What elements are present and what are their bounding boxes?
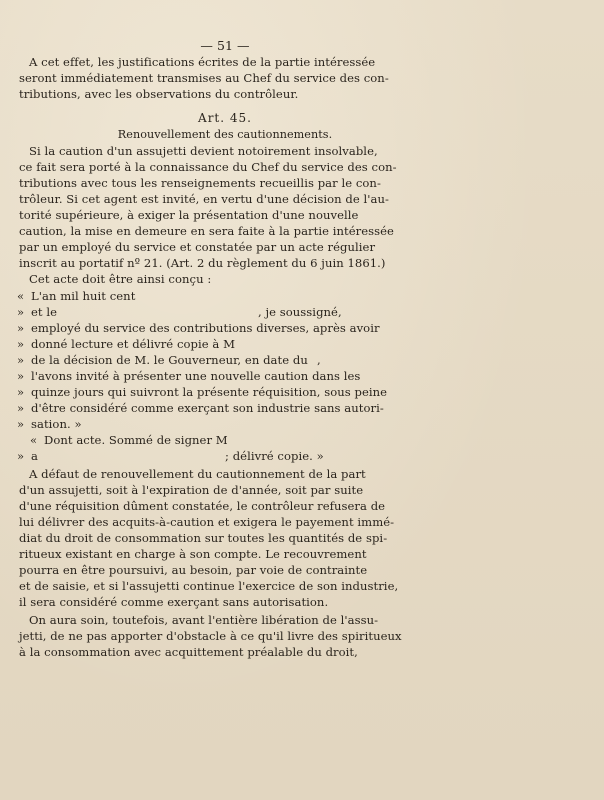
form-line — [17, 288, 135, 304]
form-line — [17, 384, 387, 400]
paragraph-line: Si la caution d'un assujetti devient notoirement insolvable, — [29, 144, 378, 158]
paragraph-line: il sera considéré comme exerçant sans autorisation. — [19, 595, 329, 609]
form-line-tail: , — [317, 353, 321, 367]
paragraph-line: tributions avec tous les renseignements recueillis par le con- — [19, 176, 381, 190]
paragraph-line: par un employé du service et constatée par un acte régulier — [19, 240, 376, 254]
quote-mark: » — [17, 305, 25, 319]
paragraph-line: d'une réquisition dûment constatée, le contrôleur refusera de — [19, 499, 386, 513]
form-line-text: donné lecture et délivré copie à M — [31, 337, 236, 351]
paragraph-line: ce fait sera porté à la connaissance du Chef du service des con- — [19, 160, 397, 174]
intro-line: A cet effet, les justifications écrites de la partie intéressée — [29, 55, 376, 69]
form-line-tail: ; délivré copie. » — [225, 449, 324, 463]
paragraph-line: inscrit au portatif nº 21. (Art. 2 du règlement du 6 juin 1861.) — [19, 256, 386, 270]
paragraph-line: On aura soin, toutefois, avant l'entière libération de l'assu- — [29, 613, 379, 627]
form-intro: Cet acte doit être ainsi conçu : — [29, 272, 212, 286]
paragraph-line: ritueux existant en charge à son compte. Le recouvrement — [19, 547, 367, 561]
form-line — [17, 400, 384, 416]
paragraph-line: et de saisie, et si l'assujetti continue l'exercice de son industrie, — [19, 579, 399, 593]
page-number: — 51 — — [200, 38, 250, 53]
form-line — [17, 336, 235, 352]
form-line-text: employé du service des contributions diverses, après avoir — [31, 321, 380, 335]
quote-mark: » — [17, 417, 25, 431]
intro-line: tributions, avec les observations du contrôleur. — [19, 87, 299, 101]
quote-mark: » — [17, 385, 25, 399]
form-line — [17, 352, 308, 368]
form-line-text: d'être considéré comme exerçant son industrie sans autori- — [31, 401, 384, 415]
form-line — [30, 432, 228, 448]
article-subtitle: Renouvellement des cautionnements. — [117, 128, 333, 141]
quote-mark: « — [17, 289, 25, 303]
form-line-text: sation. » — [31, 417, 82, 431]
paragraph-line: diat du droit de consommation sur toutes les quantités de spi- — [19, 531, 388, 545]
quote-mark: » — [17, 337, 25, 351]
quote-mark: » — [17, 449, 25, 463]
form-line-text: et le — [31, 305, 58, 319]
paragraph-line: trôleur. Si cet agent est invité, en vertu d'une décision de l'au- — [19, 192, 389, 206]
quote-mark: » — [17, 321, 25, 335]
form-line-text: quinze jours qui suivront la présente réquisition, sous peine — [31, 385, 388, 399]
paragraph-line: A défaut de renouvellement du cautionnement de la part — [29, 467, 366, 481]
form-line — [17, 320, 380, 336]
form-line-text: L'an mil huit cent — [31, 289, 136, 303]
quote-mark: » — [17, 369, 25, 383]
paragraph-line: d'un assujetti, soit à l'expiration de d'année, soit par suite — [19, 483, 364, 497]
article-heading: Art. 45. — [198, 111, 252, 125]
paragraph-line: caution, la mise en demeure en sera faite à la partie intéressée — [19, 224, 394, 238]
form-line — [17, 416, 82, 432]
form-line-text: Dont acte. Sommé de signer M — [44, 433, 228, 447]
form-line-tail: , je soussigné, — [258, 305, 342, 319]
form-line-text: a — [31, 449, 38, 463]
quote-mark: » — [17, 401, 25, 415]
form-line — [17, 304, 57, 320]
paragraph-line: pourra en être poursuivi, au besoin, par voie de contrainte — [19, 563, 368, 577]
form-line — [17, 448, 38, 464]
form-line-text: l'avons invité à présenter une nouvelle caution dans les — [31, 369, 361, 383]
form-line — [17, 368, 360, 384]
quote-mark: » — [17, 353, 25, 367]
paragraph-line: à la consommation avec acquittement préalable du droit, — [19, 645, 358, 659]
paragraph-line: jetti, de ne pas apporter d'obstacle à ce qu'il livre des spiritueux — [19, 629, 402, 643]
quote-mark: « — [30, 433, 38, 447]
intro-line: seront immédiatement transmises au Chef du service des con- — [19, 71, 389, 85]
paragraph-line: lui délivrer des acquits-à-caution et exigera le payement immé- — [19, 515, 395, 529]
paragraph-line: torité supérieure, à exiger la présentation d'une nouvelle — [19, 208, 359, 222]
form-line-text: de la décision de M. le Gouverneur, en date du — [31, 353, 308, 367]
